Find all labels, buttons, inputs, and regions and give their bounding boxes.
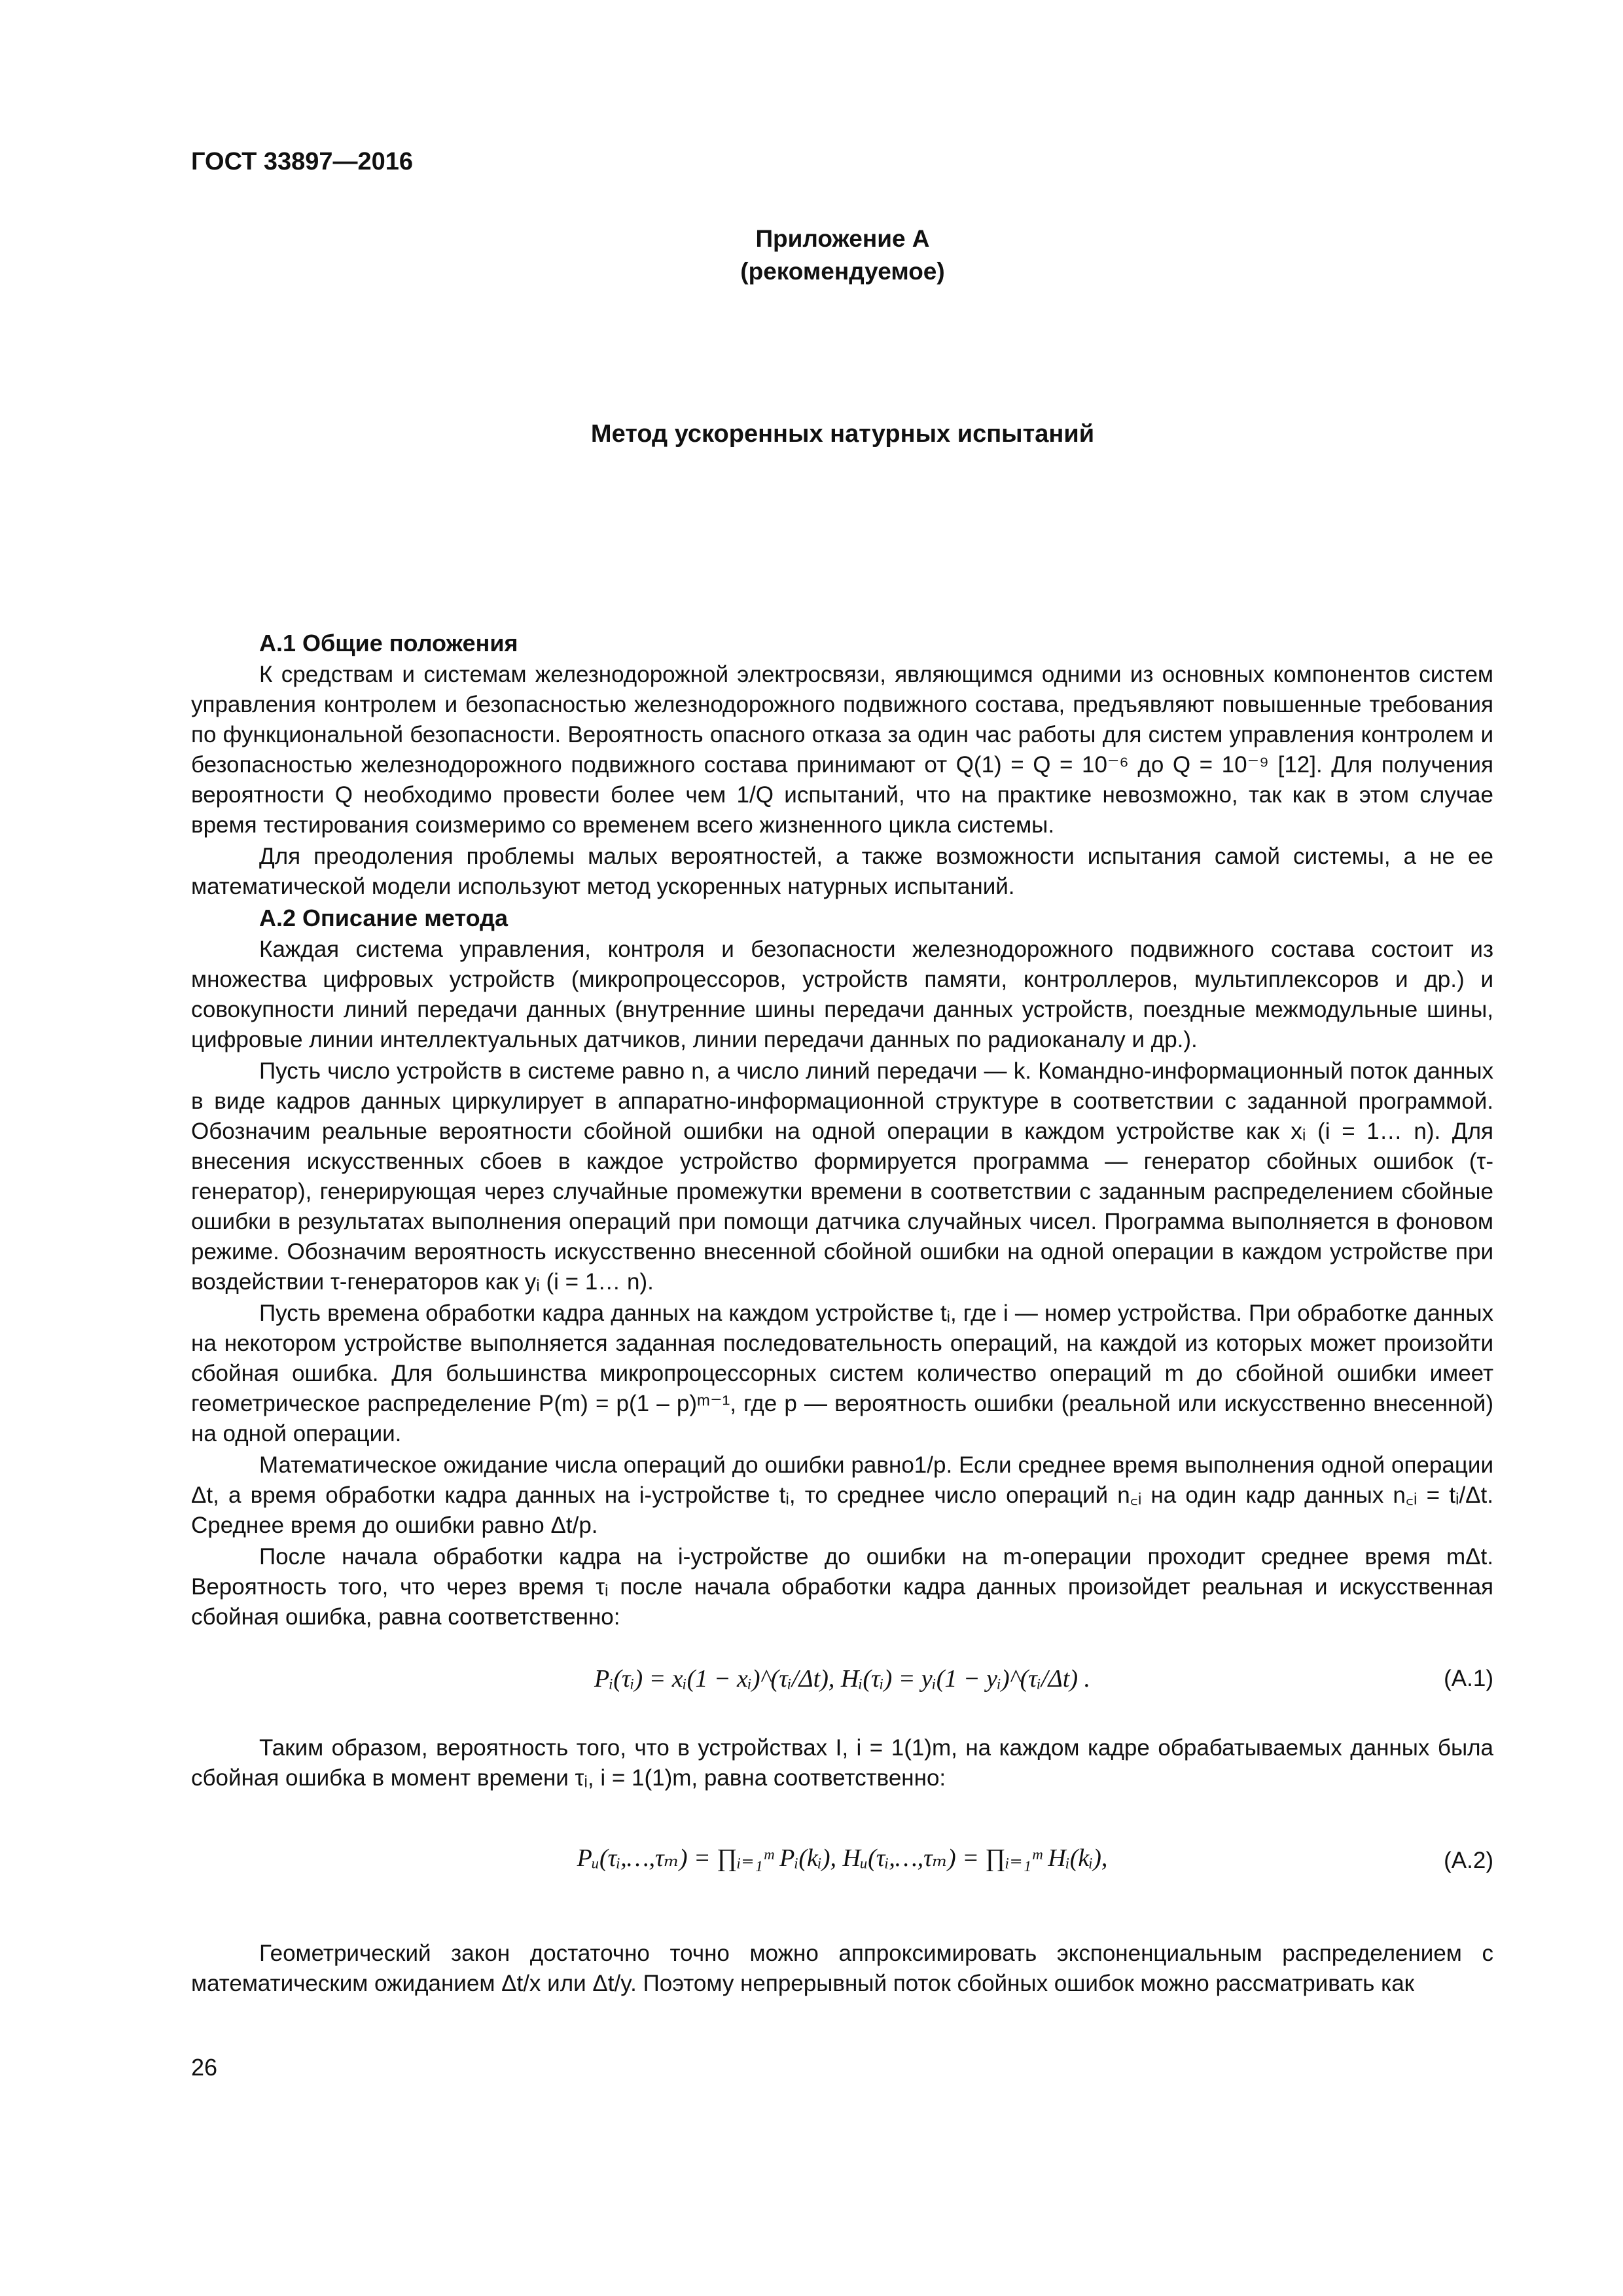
formula-number: (А.1): [1444, 1666, 1493, 1691]
paragraph: После начала обработки кадра на i-устройстве до ошибки на m-операции проходит среднее время mΔt. Вероятность того, что через время τᵢ после начала обработки кадра данных произойдет реальная и искусственная сбойная ошибка, равна соответственно:: [191, 1544, 1493, 1630]
formula-expression: Pᵤ(τᵢ,…,τₘ) = ∏ᵢ₌₁ᵐ Pᵢ(kᵢ), Hᵤ(τᵢ,…,τₘ) = ∏ᵢ₌₁ᵐ Hᵢ(kᵢ),: [577, 1844, 1108, 1872]
appendix-label: [0, 223, 1623, 288]
document-body: [191, 628, 1493, 2000]
paragraph: К средствам и системам железнодорожной электросвязи, являющимся одними из основных компонентов систем управления контролем и безопасностью железнодорожного подвижного состава, предъявляют повышенные требования по функциональной безопасности. Вероятность опасного отказа за один час работы для систем управления контролем и безопасностью железнодорожного подвижного состава принимают от Q(1) = Q = 10⁻⁶ до Q = 10⁻⁹ [12]. Для получения вероятности Q необходимо провести более чем 1/Q испытаний, что на практике невозможно, так как в этом случае время тестирования соизмеримо со временем всего жизненного цикла системы.: [191, 662, 1493, 838]
paragraph: Пусть времена обработки кадра данных на каждом устройстве tᵢ, где i — номер устройства. При обработке данных на некотором устройстве выполняется заданная последовательность операций, на каждой из которых может произойти сбойная ошибка. Для большинства микропроцессорных систем количество операций m до сбойной ошибки имеет геометрическое распределение P(m) = p(1 – p)ᵐ⁻¹, где p — вероятность ошибки (реальной или искусственно внесенной) на одной операции.: [191, 1300, 1493, 1446]
paragraph: Каждая система управления, контроля и безопасности железнодорожного подвижного состава состоит из множества цифровых устройств (микропроцессоров, устройств памяти, контроллеров, мультиплексоров и др.) и совокупности линий передачи данных (внутренние шины передачи данных устройств, поездные межмодульные шины, цифровые линии интеллектуальных датчиков, линии передачи данных по радиоканалу и др.).: [191, 937, 1493, 1052]
formula-number: (А.2): [1444, 1848, 1493, 1873]
formula-a2: [191, 1810, 1493, 1915]
appendix-status: (рекомендуемое): [740, 258, 945, 285]
section-heading-a2: А.2 Описание метода: [259, 905, 508, 931]
paragraph: Таким образом, вероятность того, что в устройствах I, i = 1(1)m, на каждом кадре обрабатываемых данных была сбойная ошибка в момент времени τᵢ, i = 1(1)m, равна соответственно:: [191, 1735, 1493, 1791]
page-number: 26: [191, 2054, 218, 2081]
formula-expression: Pᵢ(τᵢ) = xᵢ(1 − xᵢ)^(τᵢ/Δt), Hᵢ(τᵢ) = yᵢ(1 − yᵢ)^(τᵢ/Δt) .: [594, 1665, 1090, 1693]
paragraph: Пусть число устройств в системе равно n, а число линий передачи — k. Командно-информационный поток данных в виде кадров данных циркулирует в аппаратно-информационной структуре в соответствии с заданной программой. Обозначим реальные вероятности сбойной ошибки на одной операции в каждом устройстве как xᵢ (i = 1… n). Для внесения искусственных сбоев в каждое устройство формируется программа — генератор сбойных ошибок (τ-генератор), генерирующая через случайные промежутки времени в соответствии с заданным распределением сбойные ошибки в результатах выполнения операций при помощи датчика случайных чисел. Программа выполняется в фоновом режиме. Обозначим вероятность искусственно внесенной сбойной ошибки на одной операции в каждом устройстве при воздействии τ-генераторов как yᵢ (i = 1… n).: [191, 1058, 1493, 1295]
formula-a1: [191, 1649, 1493, 1715]
section-heading-a1: А.1 Общие положения: [259, 630, 518, 656]
paragraph: Геометрический закон достаточно точно можно аппроксимировать экспоненциальным распределением с математическим ожиданием Δt/x или Δt/y. Поэтому непрерывный поток сбойных ошибок можно рассматривать как: [191, 1941, 1493, 1996]
paragraph: Для преодоления проблемы малых вероятностей, а также возможности испытания самой системы, а не ее математической модели используют метод ускоренных натурных испытаний.: [191, 844, 1493, 899]
standard-header: ГОСТ 33897—2016: [191, 148, 414, 175]
appendix-title: Приложение А: [755, 225, 930, 252]
page-title: Метод ускоренных натурных испытаний: [590, 420, 1095, 448]
paragraph: Математическое ожидание числа операций до ошибки равно1/p. Если среднее время выполнения одной операции Δt, а время обработки кадра данных на i-устройстве tᵢ, то среднее число операций n꜀ᵢ на один кадр данных n꜀ᵢ = tᵢ/Δt. Среднее время до ошибки равно Δt/p.: [191, 1452, 1493, 1538]
